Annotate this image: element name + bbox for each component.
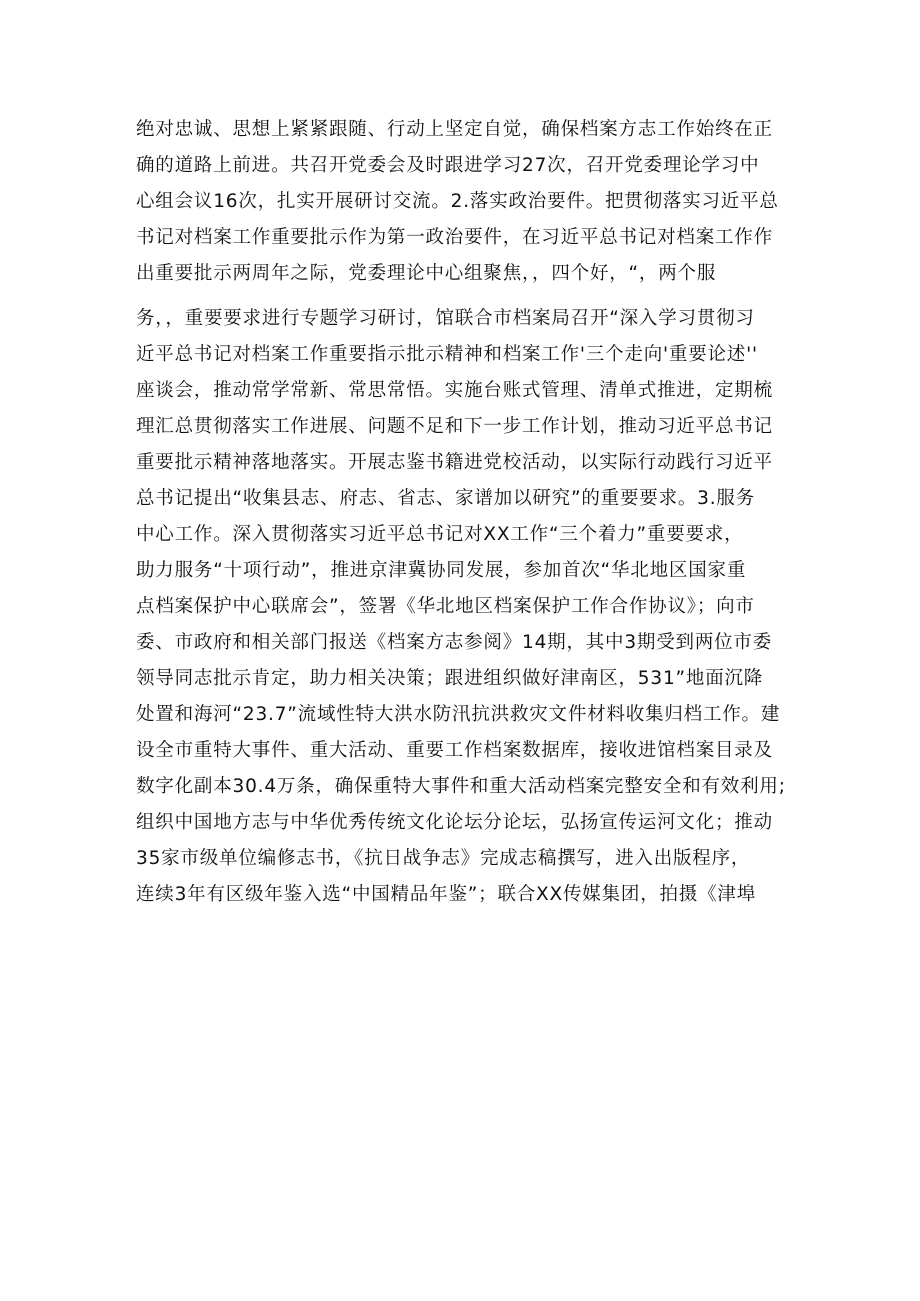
text-line: 助力服务“十项行动”，推进京津冀协同发展，参加首次“华北地区国家重 <box>136 560 747 581</box>
text-line: 近平总书记对档案工作重要指示批示精神和档案工作'三个走向'重要论述'' <box>136 344 758 365</box>
text-line: 重要批示精神落地落实。开展志鉴书籍进党校活动，以实际行动践行习近平 <box>136 452 773 473</box>
text-line: 领导同志批示肯定，助力相关决策；跟进组织做好津南区，531”地面沉降 <box>136 668 764 689</box>
body-text <box>136 112 788 913</box>
text-line: 点档案保护中心联席会”，签署《华北地区档案保护工作合作协议》；向市 <box>136 596 755 617</box>
text-line: 委、市政府和相关部门报送《档案方志参阅》14期，其中3期受到两位市委 <box>136 632 773 653</box>
text-line: 设全市重特大事件、重大活动、重要工作档案数据库，接收进馆档案目录及 <box>136 740 773 761</box>
text-line: 数字化副本30.4万条，确保重特大事件和重大活动档案完整安全和有效利用; <box>136 776 786 797</box>
text-line: 连续3年有区级年鉴入选“中国精品年鉴”；联合XX传媒集团，拍摄《津埠 <box>136 884 756 905</box>
text-line: 组织中国地方志与中华优秀传统文化论坛分论坛，弘扬宣传运河文化；推动 <box>136 812 773 833</box>
text-line: 确的道路上前进。共召开党委会及时跟进学习27次，召开党委理论学习中 <box>136 155 760 176</box>
text-line: 出重要批示两周年之际，党委理论中心组聚焦，，四个好，“，两个服 <box>136 263 717 284</box>
text-line: 中心工作。深入贯彻落实习近平总书记对XX工作“三个着力”重要要求， <box>136 524 744 545</box>
text-line: 总书记提出“收集县志、府志、省志、家谱加以研究”的重要要求。3.服务 <box>136 488 756 509</box>
text-line: 座谈会，推动常学常新、常思常悟。实施台账式管理、清单式推进，定期梳 <box>136 380 773 401</box>
text-line: 书记对档案工作重要批示作为第一政治要件，在习近平总书记对档案工作作 <box>136 227 773 248</box>
text-line: 务，，重要要求进行专题学习研讨，馆联合市档案局召开“深入学习贯彻习 <box>136 308 755 329</box>
text-line: 理汇总贯彻落实工作进展、问题不足和下一步工作计划，推动习近平总书记 <box>136 416 773 437</box>
text-line: 心组会议16次，扎实开展研讨交流。2.落实政治要件。把贯彻落实习近平总 <box>136 191 779 212</box>
text-line: 35家市级单位编修志书，《抗日战争志》完成志稿撰写，进入出版程序， <box>136 848 751 869</box>
text-line: 绝对忠诚、思想上紧紧跟随、行动上坚定自觉，确保档案方志工作始终在正 <box>136 119 773 140</box>
text-line: 处置和海河“23.7”流域性特大洪水防汛抗洪救灾文件材料收集归档工作。建 <box>136 704 781 725</box>
